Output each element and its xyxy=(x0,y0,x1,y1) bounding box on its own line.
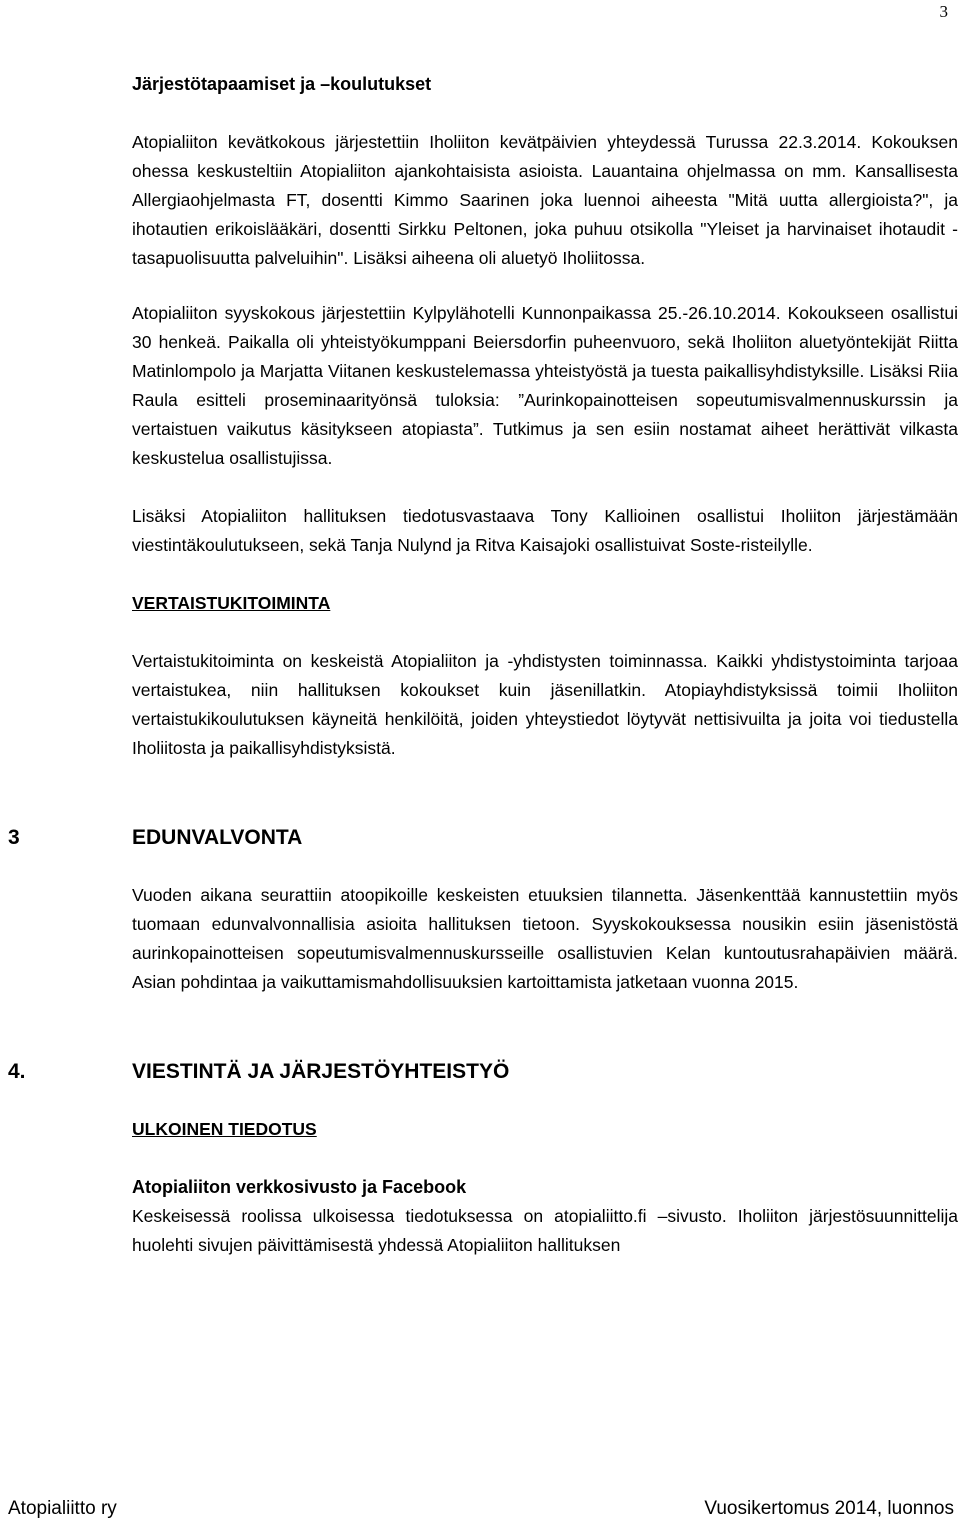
section-heading-3 xyxy=(8,823,958,852)
paragraph-advocacy: Vuoden aikana seurattiin atoopikoille keskeisten etuuksien tilannetta. Jäsenkenttää kannustettiin myös tuomaan edunvalvonnallisia asioita hallituksen tietoon. Syyskokouksessa nousikin esiin jäsenistöstä aurinkopainotteisen sopeutumisvalmennuskursseille osallistuvien Kelan kuntoutusrahapäivien määrä. Asian pohdintaa ja vaikuttamismahdollisuuksien kartoittamista jatketaan vuonna 2015. xyxy=(132,885,958,992)
section-heading-4 xyxy=(8,1057,958,1086)
footer-document-title: Vuosikertomus 2014, luonnos xyxy=(704,1498,954,1519)
footer-organization: Atopialiitto ry xyxy=(8,1498,117,1519)
page-number: 3 xyxy=(939,2,948,21)
heading-website-facebook: Atopialiiton verkkosivusto ja Facebook xyxy=(132,1177,467,1197)
paragraph-training: Lisäksi Atopialiiton hallituksen tiedotusvastaava Tony Kallioinen osallistui Iholiiton järjestämään viestintäkoulutukseen, sekä Tanja Nulynd ja Ritva Kaisajoki osallistuivat Soste-risteilylle. xyxy=(132,506,958,555)
heading-organization-meetings: Järjestötapaamiset ja –koulutukset xyxy=(132,74,432,94)
section-title-3: EDUNVALVONTA xyxy=(132,826,303,849)
section-number-3: 3 xyxy=(8,826,20,849)
document-body xyxy=(8,70,958,1260)
section-number-4: 4. xyxy=(8,1060,26,1083)
heading-peer-support: VERTAISTUKITOIMINTA xyxy=(132,593,331,613)
paragraph-peer-support: Vertaistukitoiminta on keskeistä Atopialiiton ja -yhdistysten toiminnassa. Kaikki yhdistystoiminta tarjoaa vertaistukea, niin hallituksen kokoukset kuin jäsenillatkin. Atopiayhdistyksissä toimii Iholiiton vertaistukikoulutuksen käyneitä henkilöitä, joiden yhteystiedot löytyvät nettisivuilta ja joita voi tiedustella Iholiitosta ja paikallisyhdistyksistä. xyxy=(132,651,958,758)
heading-external-communication: ULKOINEN TIEDOTUS xyxy=(132,1119,317,1139)
paragraph-autumn-meeting: Atopialiiton syyskokous järjestettiin Kylpylähotelli Kunnonpaikassa 25.-26.10.2014. Kokoukseen osallistui 30 henkeä. Paikalla oli yhteistyökumppani Beiersdorfin puheenvuoro, sekä Iholiiton aluetyöntekijät Riitta Matinlompolo ja Marjatta Viitanen keskustelemassa yhteistyöstä ja tuesta paikallisyhdistyksille. Lisäksi Riia Raula esitteli proseminaarityönsä tuloksia: ”Aurinkopainotteisen sopeutumisvalmennuskurssin ja vertaistuen vaikutus käsitykseen atopiasta”. Tutkimus ja sen esiin nostamat aiheet herättivät vilkasta keskustelua osallistujissa. xyxy=(132,303,958,468)
section-title-4: VIESTINTÄ JA JÄRJESTÖYHTEISTYÖ xyxy=(132,1060,510,1083)
page-footer xyxy=(0,1498,960,1522)
paragraph-spring-meeting: Atopialiiton kevätkokous järjestettiin Iholiiton kevätpäivien yhteydessä Turussa 22.3.2014. Kokouksen ohessa keskusteltiin Atopialiiton ajankohtaisista asioista. Lauantaina ohjelmassa on mm. Kansallisesta Allergiaohjelmasta FT, dosentti Kimmo Saarinen joka luennoi aiheesta "Mitä uutta allergioista?", ja ihotautien erikoislääkäri, dosentti Sirkku Peltonen, joka puhuu otsikolla "Yleiset ja harvinaiset ihotaudit - tasapuolisuutta palveluihin". Lisäksi aiheena oli aluetyö Iholiitossa. xyxy=(132,132,958,268)
paragraph-website: Keskeisessä roolissa ulkoisessa tiedotuksessa on atopialiitto.fi –sivusto. Iholiiton järjestösuunnittelija huolehti sivujen päivittämisestä yhdessä Atopialiiton hallituksen xyxy=(132,1206,958,1255)
